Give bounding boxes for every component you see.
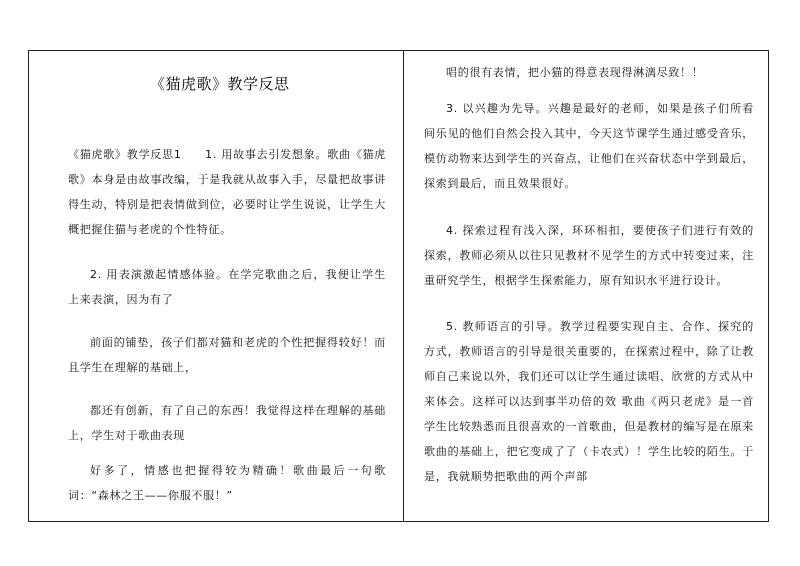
- document-title: 《猫虎歌》教学反思: [150, 75, 290, 93]
- right-paragraph-2: 3. 以兴趣为先导。兴趣是最好的老师，如果是孩子们所看间乐见的他们自然会投入其中，今天这节课学生通过感受音乐，模仿动物来达到学生的兴奋点，让他们在兴奋状态中学到最后，探索到最后，而且效果很好。: [424, 102, 754, 190]
- right-paragraph-3: 4. 探索过程有浅入深，环环相扣，要使孩子们进行有效的探索，教师必须从以往只见教材不见学生的方式中转变过来，注重研究学生，根据学生探索能力，原有知识水平进行设计。: [424, 224, 754, 287]
- left-paragraph-1: 《猫虎歌》教学反思1 1. 用故事去引发想象。歌曲《猫虎歌》本身是由故事改编，于是我就从故事入手，尽量把故事讲得生动，特别是把表情做到位，必要时让学生说说，让学生大概把握住猫与老虎的个性特征。: [68, 148, 386, 236]
- column-divider: [403, 50, 404, 522]
- left-paragraph-3: 前面的铺垫，孩子们都对猫和老虎的个性把握得较好！而且学生在理解的基础上，: [68, 336, 386, 374]
- left-paragraph-5: 好多了，情感也把握得较为精确！歌曲最后一句歌词：“森林之王——你服不服！”: [68, 464, 386, 502]
- left-paragraph-4: 都还有创新，有了自己的东西！我觉得这样在理解的基础上，学生对于歌曲表现: [68, 404, 386, 442]
- left-paragraph-2: 2. 用表演激起情感体验。在学完歌曲之后，我便让学生上来表演，因为有了: [68, 268, 386, 306]
- right-paragraph-1: 唱的很有表情，把小猫的得意表现得淋漓尽致！！: [446, 66, 704, 79]
- right-paragraph-4: 5. 教师语言的引导。教学过程要实现自主、合作、探究的方式，教师语言的引导是很关重要的，在探索过程中，除了让教师自己来说以外，我们还可以让学生通过读唱、欣赏的方式从中来体会。这样可以达到事半功倍的效 歌曲《两只老虎》是一首学生比较熟悉而且很喜欢的一首歌曲，但是教材的编写是在原来歌曲的基础上，把它变成了了（卡农式）！学生比较的陌生。于是，我就顺势把歌曲的两个声部: [424, 320, 754, 483]
